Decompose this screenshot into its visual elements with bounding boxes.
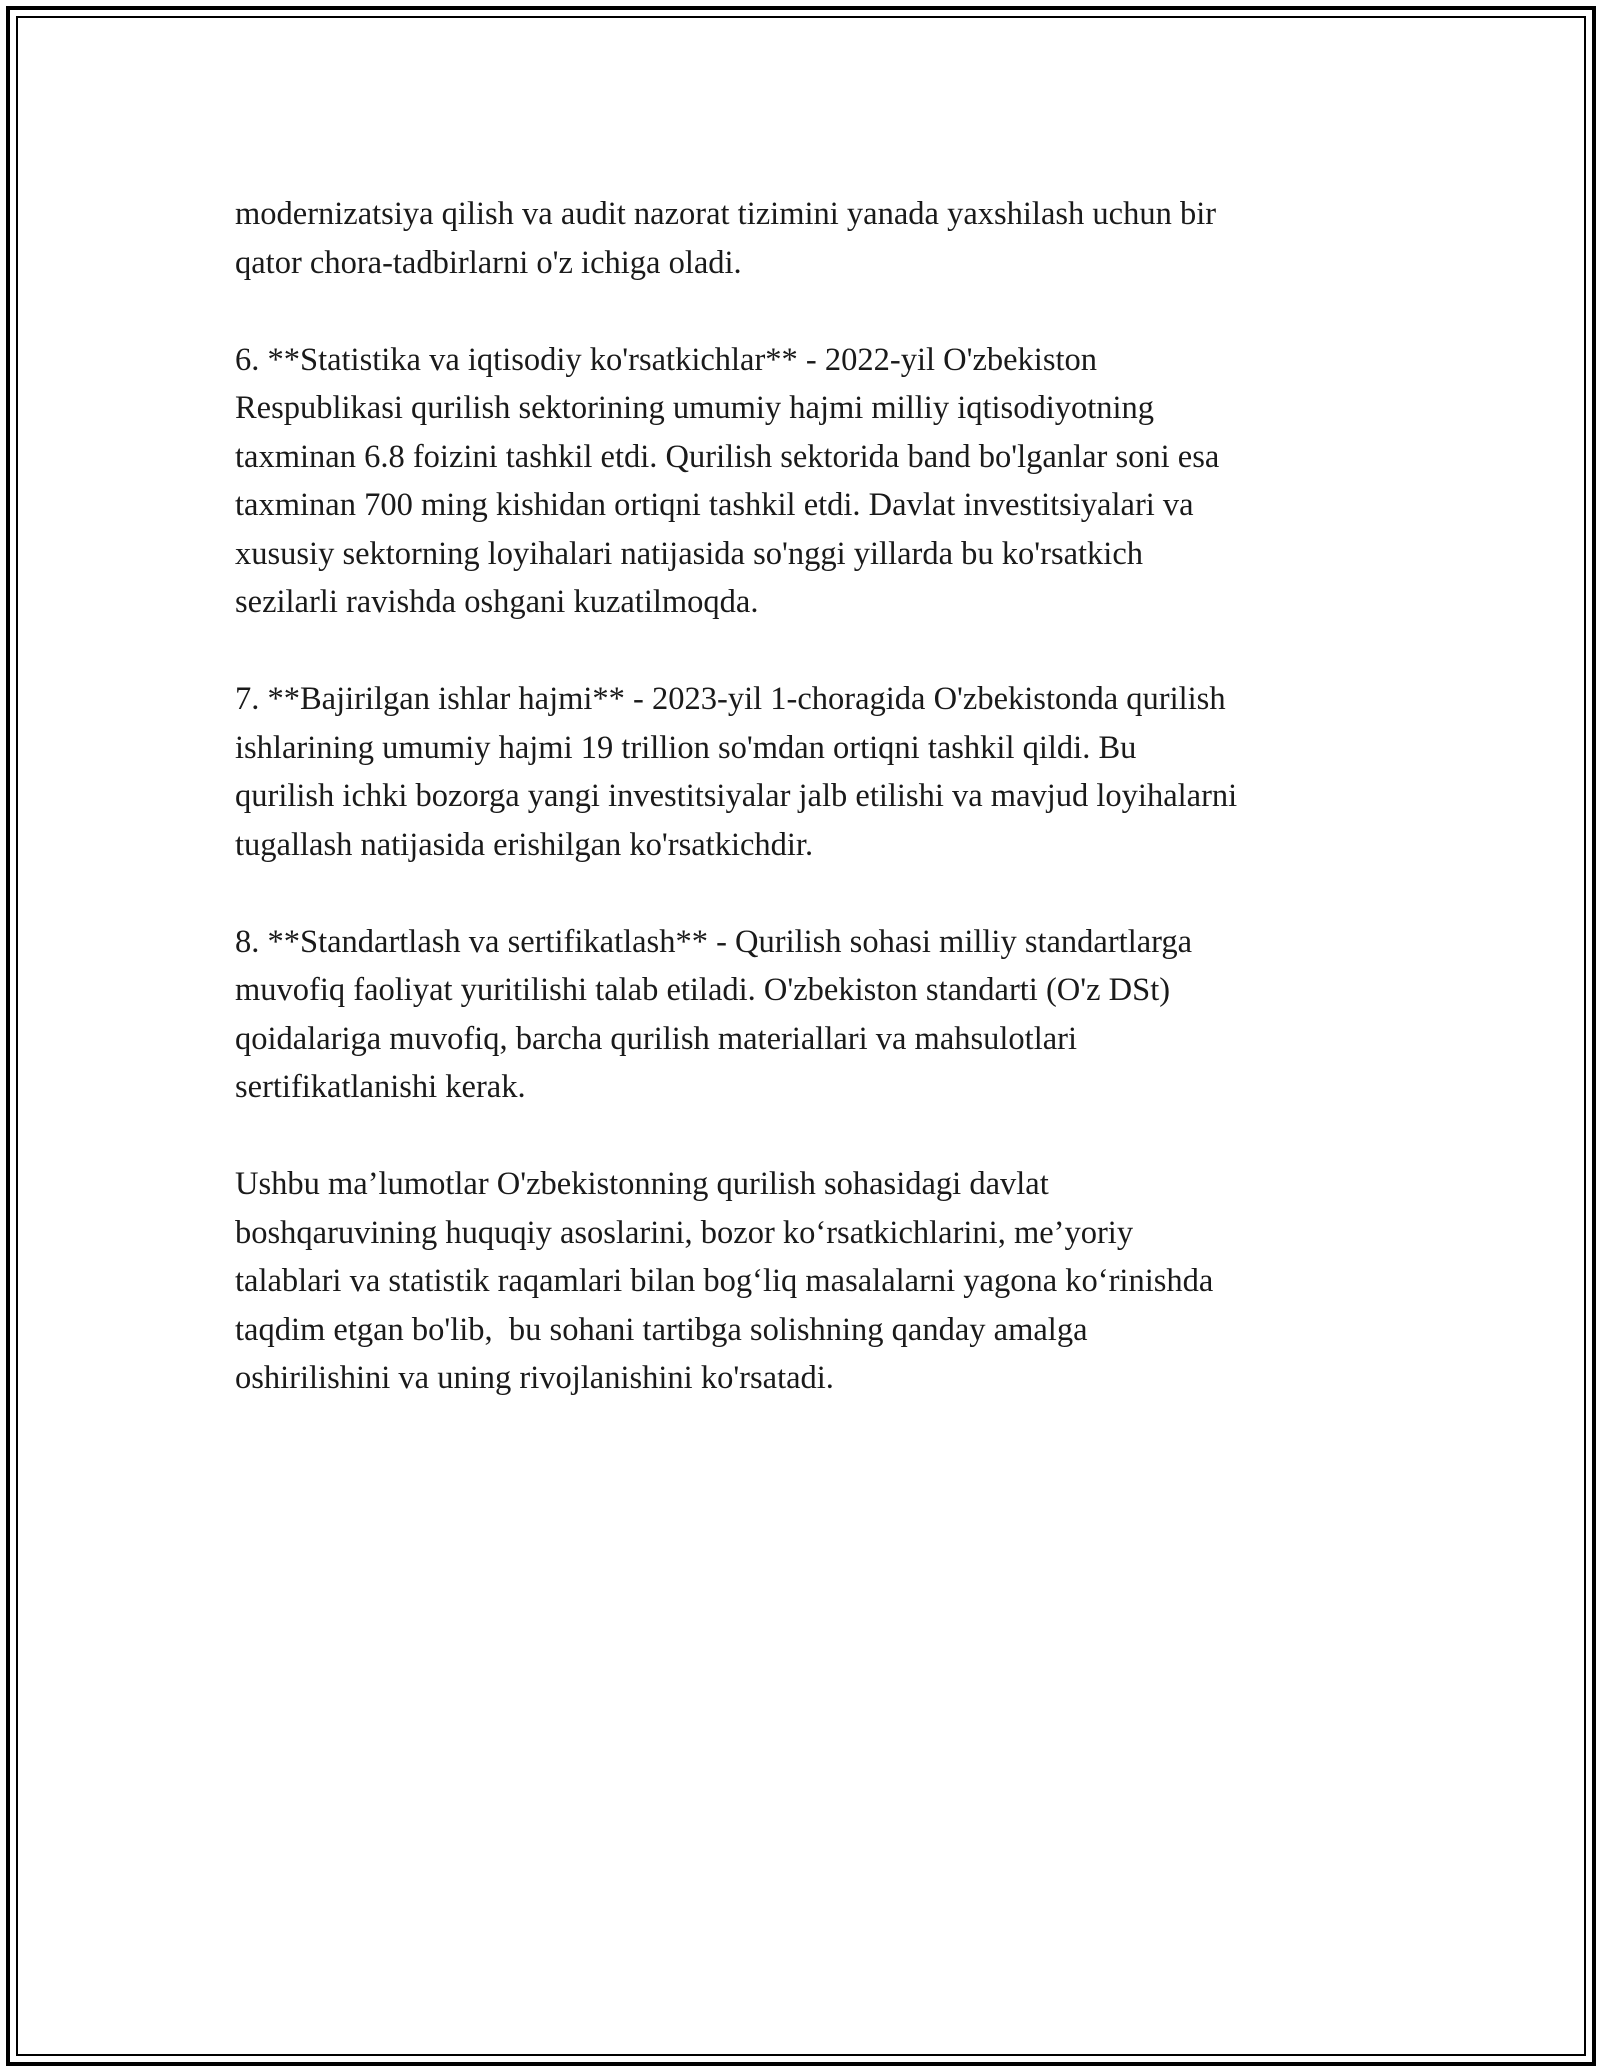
text-line: qator chora-tadbirlarni o'z ichiga oladi. — [235, 244, 742, 281]
text-line: taxminan 6.8 foizini tashkil etdi. Qurilish sektorida band bo'lganlar soni esa — [235, 438, 1220, 475]
text-line: sezilarli ravishda oshgani kuzatilmoqda. — [235, 584, 759, 620]
text-line: muvofiq faoliyat yuritilishi talab etiladi. O'zbekiston standarti (O'z DSt) — [235, 972, 1171, 1008]
paragraph-standardization — [235, 918, 1385, 1112]
paragraph-statistics — [235, 336, 1385, 627]
paragraph-continuation — [235, 190, 1385, 287]
text-line: modernizatsiya qilish va audit nazorat tizimini yanada yaxshilash uchun bir — [235, 196, 1217, 232]
text-line: qurilish ichki bozorga yangi investitsiyalar jalb etilishi va mavjud loyihalarni — [235, 778, 1238, 814]
text-line: boshqaruvining huquqiy asoslarini, bozor ko‘rsatkichlarini, me’yoriy — [235, 1214, 1134, 1251]
text-line: qoidalariga muvofiq, barcha qurilish materiallari va mahsulotlari — [235, 1020, 1078, 1057]
text-line: tugallash natijasida erishilgan ko'rsatkichdir. — [235, 826, 814, 863]
text-line: Ushbu ma’lumotlar O'zbekistonning qurilish sohasidagi davlat — [235, 1166, 1049, 1202]
text-line: 7. **Bajirilgan ishlar hajmi** - 2023-yil 1-choragida O'zbekistonda qurilish — [235, 681, 1226, 717]
text-line: xususiy sektorning loyihalari natijasida so'nggi yillarda bu ko'rsatkich — [235, 535, 1144, 572]
paragraph-work-volume — [235, 675, 1385, 869]
text-line: talablari va statistik raqamlari bilan bog‘liq masalalarni yagona ko‘rinishda — [235, 1263, 1214, 1299]
text-line: ishlarining umumiy hajmi 19 trillion so'mdan ortiqni tashkil qildi. Bu — [235, 729, 1137, 766]
document-body — [235, 190, 1385, 1403]
text-line: taqdim etgan bo'lib, bu sohani tartibga solishning qanday amalga — [235, 1311, 1088, 1348]
text-line: sertifikatlanishi kerak. — [235, 1069, 526, 1105]
text-line: 8. **Standartlash va sertifikatlash** - Qurilish sohasi milliy standartlarga — [235, 923, 1193, 960]
text-line: oshirilishini va uning rivojlanishini ko'rsatadi. — [235, 1360, 834, 1396]
text-line: 6. **Statistika va iqtisodiy ko'rsatkichlar** - 2022-yil O'zbekiston — [235, 341, 1098, 378]
text-line: Respublikasi qurilish sektorining umumiy hajmi milliy iqtisodiyotning — [235, 390, 1155, 426]
text-line: taxminan 700 ming kishidan ortiqni tashkil etdi. Davlat investitsiyalari va — [235, 487, 1194, 523]
paragraph-conclusion — [235, 1160, 1385, 1403]
